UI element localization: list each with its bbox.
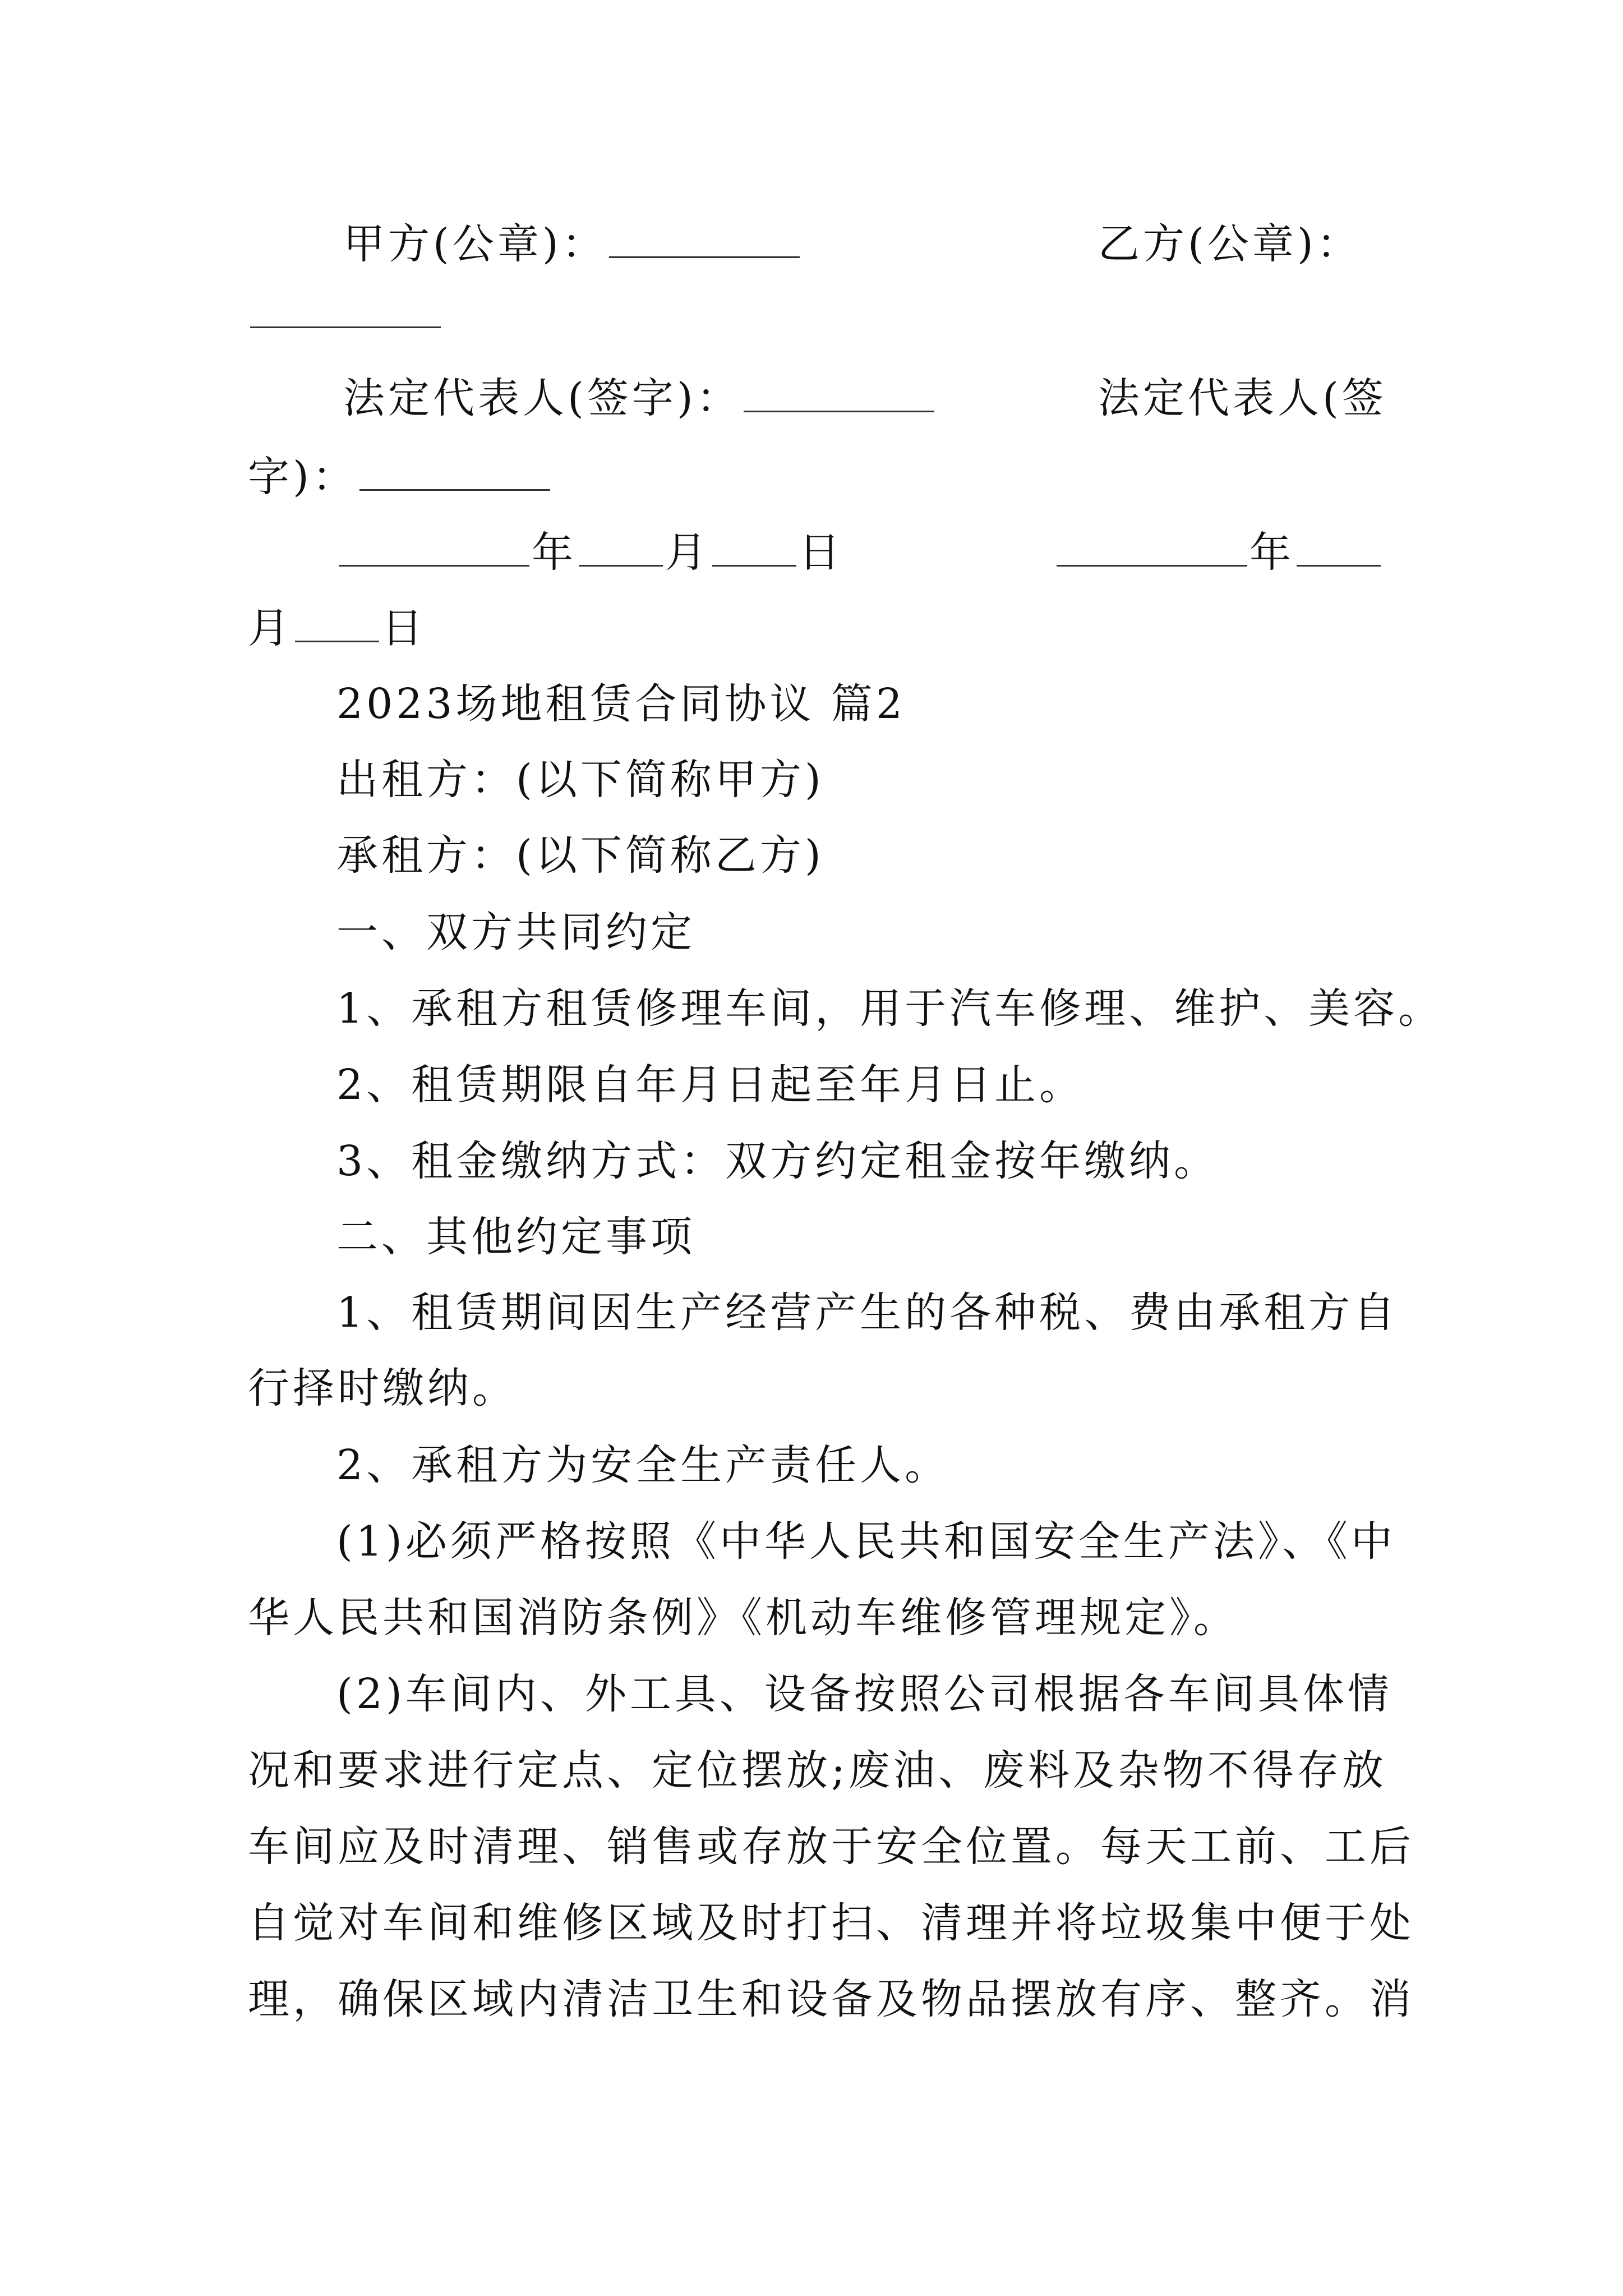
party-b-day-blank xyxy=(295,601,379,642)
heading-2-line xyxy=(0,1209,1623,1265)
clause-2-1-line-1 xyxy=(0,1285,1623,1341)
item-1-text-2: 华人民共和国消防条例》《机动车维修管理规定》。 xyxy=(248,1594,1238,1642)
item-2-line-4 xyxy=(0,1895,1623,1951)
clause-2-2-line xyxy=(0,1437,1623,1493)
seal-blank-line xyxy=(0,286,1623,342)
seal-line xyxy=(0,216,1623,272)
item-1-line-1 xyxy=(0,1513,1623,1570)
item-1-text-1: (1)必须严格按照《中华人民共和国安全生产法》、《中 xyxy=(336,1517,1396,1566)
heading-1: 一、双方共同约定 xyxy=(336,908,695,956)
party-a-date xyxy=(336,524,843,581)
party-b-year-label: 年 xyxy=(1249,528,1294,577)
item-2-text-5: 理，确保区域内清洁卫生和设备及物品摆放有序、整齐。消 xyxy=(248,1975,1414,2023)
party-a-seal-label xyxy=(343,216,802,272)
lessee-line xyxy=(0,827,1623,884)
item-2-line-1 xyxy=(0,1666,1623,1722)
clause-2-1-line-2 xyxy=(0,1360,1623,1416)
item-1-line-2 xyxy=(0,1590,1623,1646)
rep-line xyxy=(0,370,1623,426)
rep-line-2 xyxy=(0,449,1623,505)
clause-1-2-line xyxy=(0,1057,1623,1113)
party-b-month-label: 月 xyxy=(248,604,293,652)
party-a-seal-text: 甲方(公章)： xyxy=(343,220,607,268)
party-b-day-label: 日 xyxy=(381,604,426,652)
party-b-year-blank xyxy=(1057,526,1247,567)
heading-2: 二、其他约定事项 xyxy=(336,1213,695,1261)
party-b-seal-blank xyxy=(250,287,441,328)
clause-2-1-text-2: 行择时缴纳。 xyxy=(248,1364,517,1412)
item-2-line-3 xyxy=(0,1819,1623,1875)
party-a-rep-text: 法定代表人(签字)： xyxy=(343,374,741,422)
party-a-rep-blank xyxy=(744,371,934,412)
clause-1-1: 1、承租方租赁修理车间，用于汽车修理、维护、美容。 xyxy=(336,984,1444,1033)
date-line xyxy=(0,524,1623,581)
date-line-2 xyxy=(0,600,1623,656)
party-a-day-blank xyxy=(712,526,796,567)
party-a-year-blank xyxy=(339,526,529,567)
party-a-rep-label xyxy=(343,370,937,426)
party-a-day-label: 日 xyxy=(799,528,843,577)
party-b-rep-blank xyxy=(359,450,550,491)
section-title-line xyxy=(0,676,1623,732)
party-b-rep-text: 字)： xyxy=(248,453,357,501)
party-b-date xyxy=(1054,524,1383,581)
party-b-date-cont xyxy=(248,600,426,656)
item-2-line-5 xyxy=(0,1971,1623,2027)
clause-1-3-line xyxy=(0,1133,1623,1189)
clause-1-2: 2、租赁期限自年月日起至年月日止。 xyxy=(336,1061,1085,1109)
lessee-text: 承租方：(以下简称乙方) xyxy=(336,831,824,880)
party-a-seal-blank xyxy=(609,217,800,258)
party-a-month-blank xyxy=(579,526,663,567)
item-2-text-4: 自觉对车间和维修区域及时打扫、清理并将垃圾集中便于处 xyxy=(248,1899,1414,1947)
heading-1-line xyxy=(0,904,1623,960)
clause-1-3: 3、租金缴纳方式：双方约定租金按年缴纳。 xyxy=(336,1137,1219,1185)
party-b-month-blank xyxy=(1297,526,1381,567)
party-a-month-label: 月 xyxy=(665,528,710,577)
item-2-text-1: (2)车间内、外工具、设备按照公司根据各车间具体情 xyxy=(336,1670,1393,1718)
section-title: 2023场地租赁合同协议 篇2 xyxy=(336,680,906,728)
party-b-rep-label-1: 法定代表人(签 xyxy=(1098,374,1387,422)
item-2-text-3: 车间应及时清理、销售或存放于安全位置。每天工前、工后 xyxy=(248,1823,1414,1871)
lessor-text: 出租方：(以下简称甲方) xyxy=(336,756,824,804)
party-a-year-label: 年 xyxy=(532,528,577,577)
clause-1-1-line xyxy=(0,981,1623,1037)
lessor-line xyxy=(0,752,1623,808)
clause-2-2: 2、承租方为安全生产责任人。 xyxy=(336,1441,950,1489)
item-2-line-2 xyxy=(0,1742,1623,1798)
party-b-seal-label: 乙方(公章)： xyxy=(1098,220,1362,268)
party-b-rep-label-2 xyxy=(248,449,552,505)
clause-2-1-text-1: 1、租赁期间因生产经营产生的各种税、费由承租方自 xyxy=(336,1289,1399,1337)
item-2-text-2: 况和要求进行定点、定位摆放;废油、废料及杂物不得存放 xyxy=(248,1746,1387,1795)
